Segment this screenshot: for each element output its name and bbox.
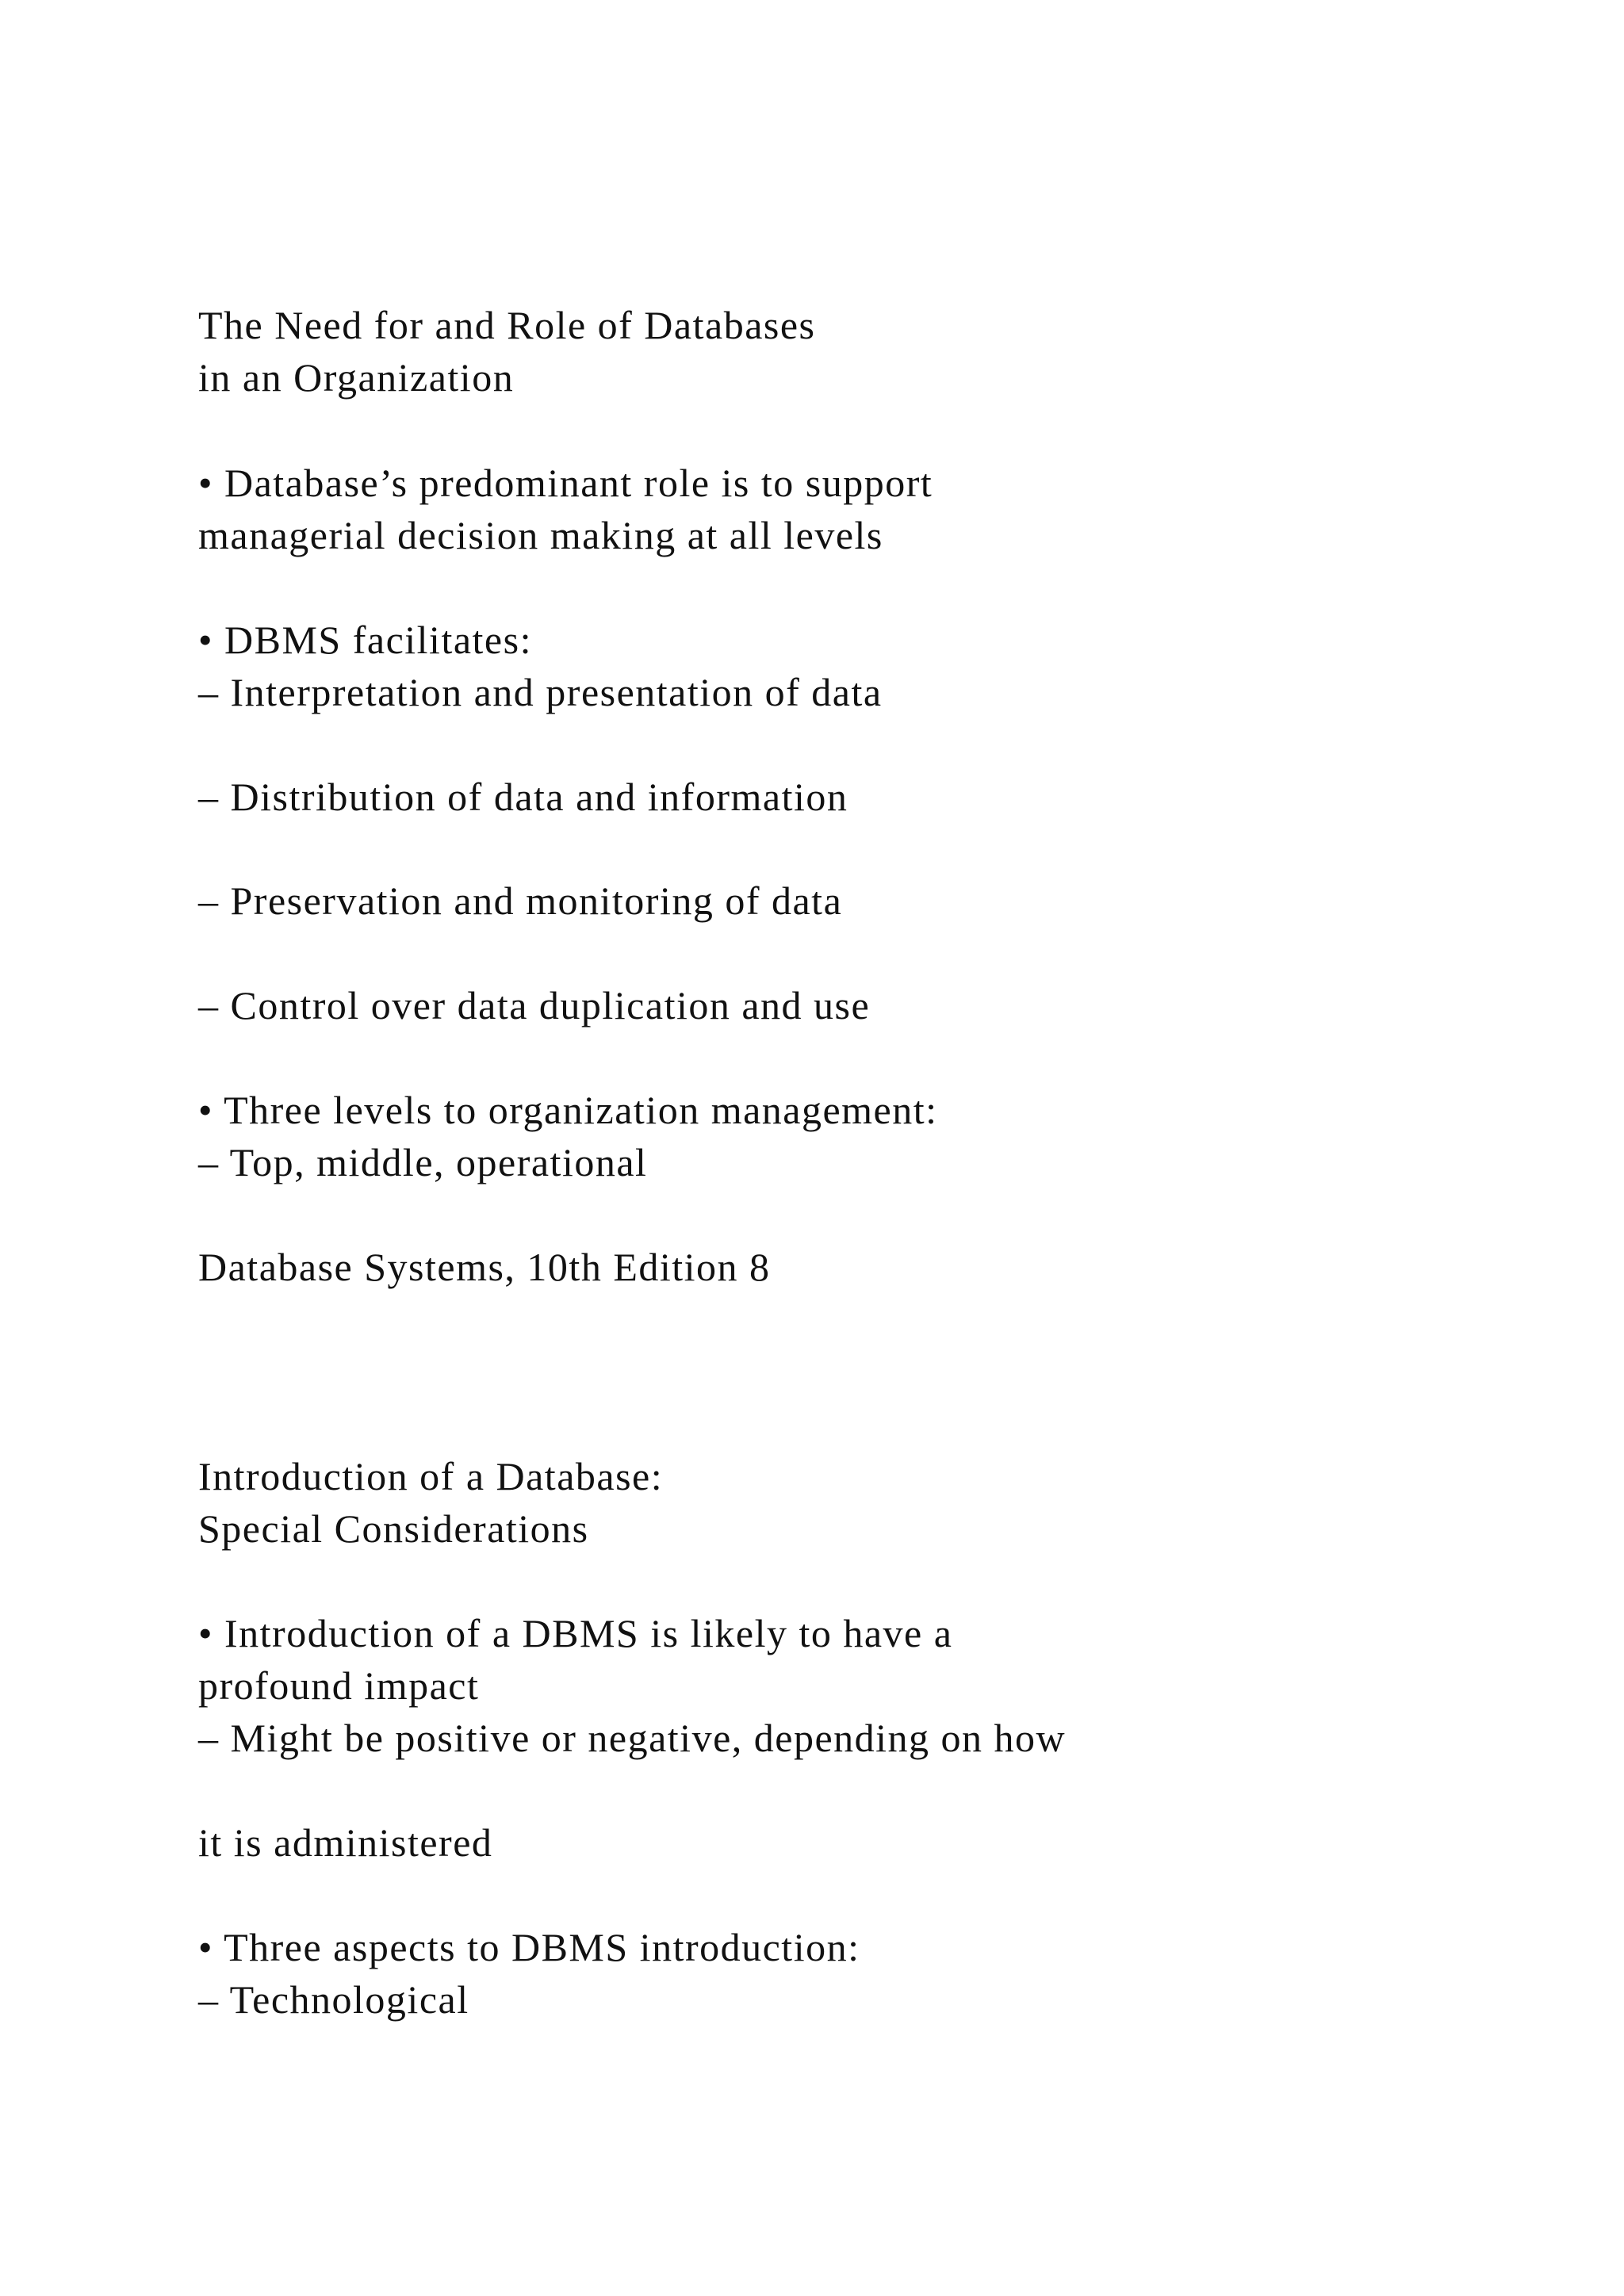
sub-bullet-text: – Interpretation and presentation of data bbox=[198, 670, 883, 714]
section-heading-line-2: in an Organization bbox=[198, 355, 515, 400]
sub-bullet-text: – Technological bbox=[198, 1977, 469, 2022]
section-heading-line-1: Introduction of a Database: bbox=[198, 1454, 664, 1498]
sub-bullet-text: – Preservation and monitoring of data bbox=[198, 878, 843, 923]
bullet-text: • Introduction of a DBMS is likely to have a bbox=[198, 1611, 953, 1655]
sub-bullet-text-continued: it is administered bbox=[198, 1820, 493, 1865]
sub-bullet-text: – Might be positive or negative, depending on how bbox=[198, 1716, 1067, 1760]
section-heading-line-1: The Need for and Role of Databases bbox=[198, 303, 816, 347]
sub-bullet-text: – Control over data duplication and use bbox=[198, 983, 871, 1027]
bullet-text-continued: managerial decision making at all levels bbox=[198, 513, 883, 557]
bullet-text: • DBMS facilitates: bbox=[198, 618, 532, 662]
bullet-text: • Three aspects to DBMS introduction: bbox=[198, 1925, 860, 1969]
sub-bullet-text: – Distribution of data and information bbox=[198, 775, 848, 819]
sub-bullet-text: – Top, middle, operational bbox=[198, 1140, 648, 1184]
slide-footer: Database Systems, 10th Edition 8 bbox=[198, 1245, 771, 1289]
bullet-text: • Database’s predominant role is to support bbox=[198, 461, 933, 505]
bullet-text-continued: profound impact bbox=[198, 1663, 480, 1708]
bullet-text: • Three levels to organization management: bbox=[198, 1088, 938, 1132]
section-heading-line-2: Special Considerations bbox=[198, 1506, 589, 1551]
